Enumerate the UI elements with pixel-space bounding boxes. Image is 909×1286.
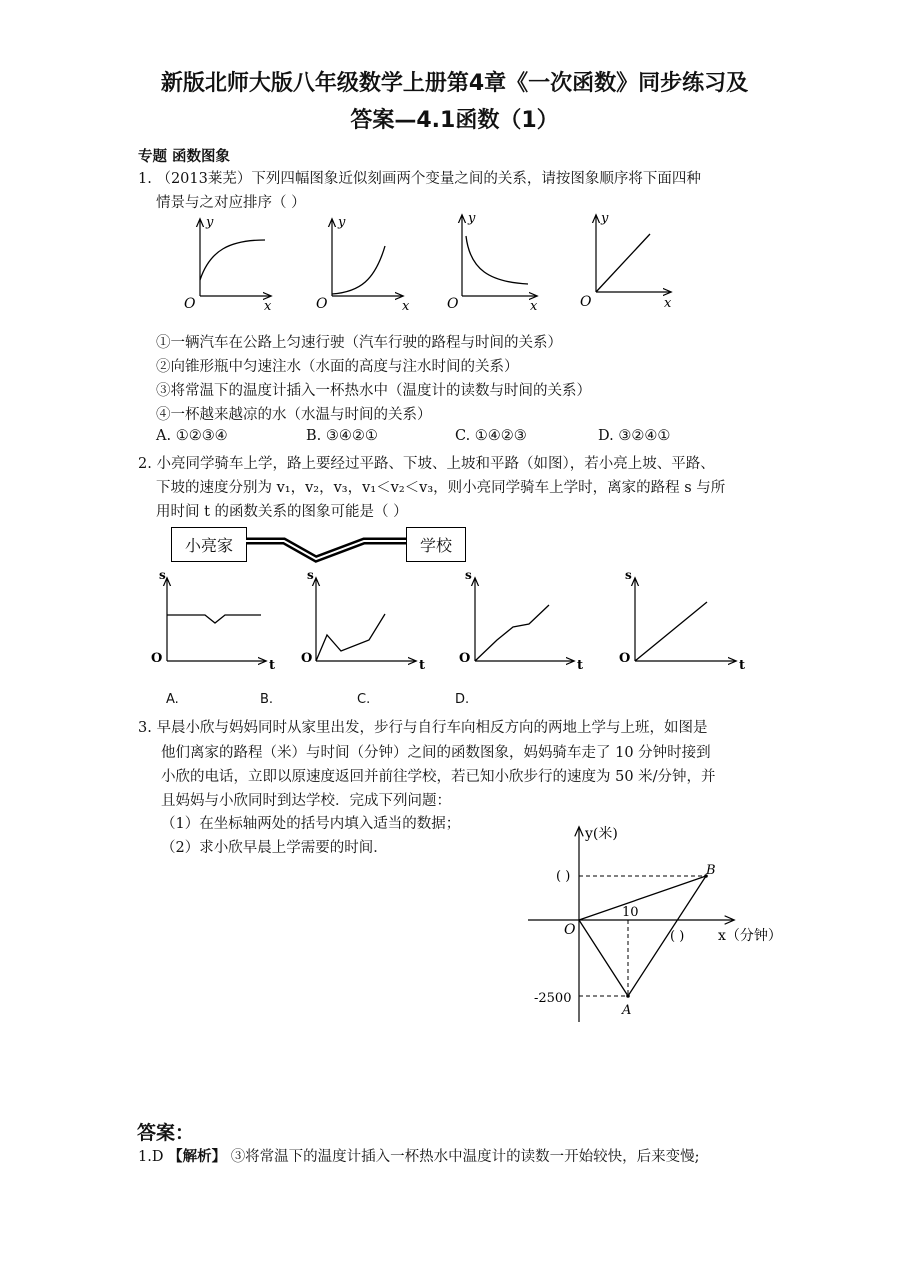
- q1-graph-2-curve: [332, 246, 385, 294]
- q1-graph-1-y: y: [206, 215, 214, 230]
- q3-line-ob: [579, 876, 706, 920]
- q1-graphs: [170, 210, 690, 315]
- q1-graph-3-y: y: [468, 211, 476, 226]
- q3-y-label: y(米): [585, 826, 618, 842]
- q3-paren-x: ( ): [670, 929, 685, 944]
- q2-graph-a-t: t: [269, 658, 276, 673]
- q1-option-b: B. ③④②①: [306, 428, 378, 444]
- q2-graph-a: [151, 568, 275, 673]
- q2-graph-a-o: O: [151, 651, 163, 666]
- school-box: 学校: [406, 527, 466, 562]
- q2-graph-d: [619, 568, 745, 673]
- answer-1-text: ③将常温下的温度计插入一杯热水中温度计的读数一开始较快，后来变慢;: [230, 1149, 700, 1165]
- q1-graph-1: [184, 215, 272, 314]
- q1-graph-2-y: y: [338, 215, 346, 230]
- q1-graph-2-x: x: [402, 299, 410, 314]
- q1-graph-4-x: x: [664, 296, 672, 311]
- q2-graph-a-line: [167, 615, 261, 623]
- q3-line-ab: [628, 876, 706, 996]
- section-heading: 专题 函数图象: [138, 149, 231, 165]
- q1-option-a: A. ①②③④: [156, 428, 228, 444]
- q1-option-c: C. ①④②③: [455, 428, 527, 444]
- q1-item-1: ①一辆汽车在公路上匀速行驶（汽车行驶的路程与时间的关系）: [156, 335, 562, 351]
- q2-stem-line1: 2. 小亮同学骑车上学，路上要经过平路、下坡、上坡和平路（如图），若小亮上坡、平路、: [138, 456, 715, 472]
- q1-graph-1-curve: [200, 240, 265, 280]
- q3-point-b: B: [706, 863, 716, 878]
- q2-graph-d-line: [635, 602, 707, 661]
- q2-graph-d-t: t: [739, 658, 746, 673]
- q3-sub1: （1）在坐标轴两处的括号内填入适当的数据；: [161, 816, 461, 832]
- answer-1-tag: 【解析】: [168, 1149, 227, 1165]
- page-title-line2: 答案—4.1函数（1）: [350, 108, 559, 133]
- q2-graph-b-s: s: [307, 568, 314, 582]
- answer-line-1: [138, 1145, 700, 1166]
- q1-graph-3: [447, 211, 538, 314]
- q1-option-d: D. ③②④①: [598, 428, 671, 444]
- q3-stem-line2: 他们离家的路程（米）与时间（分钟）之间的函数图象，妈妈骑车走了 10 分钟时接到: [161, 745, 711, 761]
- q2-graph-b-line: [316, 614, 385, 661]
- q3-stem-line4: 且妈妈与小欣同时到达学校．完成下列问题：: [161, 793, 451, 809]
- q2-option-c: C.: [357, 692, 371, 707]
- q2-option-b: B.: [260, 692, 274, 707]
- q2-option-d: D.: [455, 692, 470, 707]
- q3-point-a: A: [622, 1003, 632, 1018]
- q1-item-4: ④一杯越来越凉的水（水温与时间的关系）: [156, 407, 432, 423]
- q1-graph-4-y: y: [601, 211, 609, 226]
- q2-graph-b-o: O: [301, 651, 313, 666]
- q2-graph-c-o: O: [459, 651, 471, 666]
- q2-graph-c-t: t: [577, 658, 584, 673]
- q3-origin: O: [564, 922, 576, 938]
- q3-tick-10: 10: [622, 905, 639, 920]
- q2-graph-d-o: O: [619, 651, 631, 666]
- q1-graph-4: [580, 211, 672, 311]
- q2-graph-b-t: t: [419, 658, 426, 673]
- q1-graph-4-line: [596, 234, 650, 292]
- home-box: 小亮家: [171, 527, 247, 562]
- q2-stem-line2: 下坡的速度分别为 v₁，v₂，v₃，v₁＜v₂＜v₃，则小亮同学骑车上学时，离家的路程 s 与所: [156, 480, 726, 496]
- q1-item-3: ③将常温下的温度计插入一杯热水中（温度计的读数与时间的关系）: [156, 383, 591, 399]
- q3-stem-line1: 3. 早晨小欣与妈妈同时从家里出发，步行与自行车向相反方向的两地上学与上班，如图是: [138, 720, 708, 736]
- q1-graph-3-o: O: [447, 296, 459, 312]
- answer-heading: 答案：: [137, 1122, 195, 1144]
- q3-tick-neg: -2500: [534, 991, 572, 1006]
- q1-stem-line2: 情景与之对应排序（ ）: [156, 195, 306, 211]
- q2-graphs: [145, 565, 765, 675]
- q3-graph: [528, 822, 788, 1027]
- q1-graph-1-x: x: [264, 299, 272, 314]
- q1-graph-2: [316, 215, 410, 314]
- q3-paren-y: ( ): [556, 869, 571, 884]
- q2-graph-c-s: s: [465, 568, 472, 582]
- answer-1-number: 1.D: [138, 1149, 164, 1165]
- q1-stem-line1: 1. （2013莱芜）下列四幅图象近似刻画两个变量之间的关系，请按图象顺序将下面四种: [138, 171, 701, 187]
- q3-x-label: x（分钟）: [718, 928, 782, 944]
- q2-graph-c: [459, 568, 583, 673]
- q1-graph-1-o: O: [184, 296, 196, 312]
- page-title-line1: 新版北师大版八年级数学上册第4章《一次函数》同步练习及: [160, 71, 749, 96]
- road-diagram: [246, 535, 406, 567]
- q2-graph-c-line: [475, 605, 549, 661]
- q2-graph-b: [301, 568, 425, 673]
- q1-item-2: ②向锥形瓶中匀速注水（水面的高度与注水时间的关系）: [156, 359, 519, 375]
- q2-graph-d-s: s: [625, 568, 632, 582]
- q3-sub2: （2）求小欣早晨上学需要的时间．: [161, 840, 388, 856]
- q1-graph-4-o: O: [580, 294, 592, 310]
- q1-graph-3-x: x: [530, 299, 538, 314]
- q3-line-oa: [579, 920, 628, 996]
- q2-stem-line3: 用时间 t 的函数关系的图象可能是（ ）: [156, 504, 408, 520]
- q1-graph-3-curve: [466, 236, 528, 284]
- q3-stem-line3: 小欣的电话，立即以原速度返回并前往学校，若已知小欣步行的速度为 50 米/分钟，并: [161, 769, 716, 785]
- q2-option-a: A.: [166, 692, 179, 707]
- q2-graph-a-s: s: [159, 568, 166, 582]
- q1-graph-2-o: O: [316, 296, 328, 312]
